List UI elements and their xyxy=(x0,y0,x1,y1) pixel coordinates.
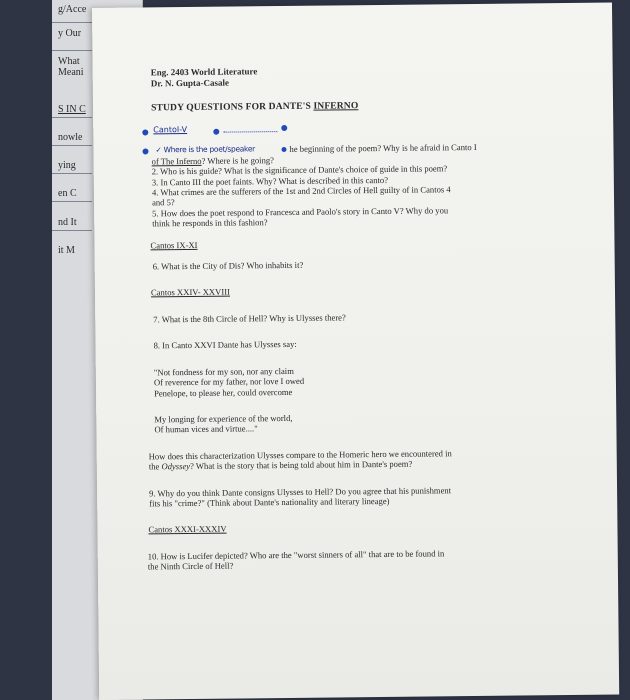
poem-line: "Not fondness for my son, nor any claim xyxy=(153,365,294,378)
question-9-line2: fits his "crime?" (Think about Dante's nationality and literary lineage) xyxy=(149,495,390,509)
question-6: 6. What is the City of Dis? Who inhabits it? xyxy=(152,259,304,272)
paper-edge xyxy=(52,22,92,23)
poem-line: Of human vices and virtue...." xyxy=(154,423,258,435)
study-sheet xyxy=(92,3,619,700)
scribbled-text: ✓ Where is the poet/speaker xyxy=(155,144,255,155)
course-line: Eng. 2403 World Literature xyxy=(150,66,258,78)
question-5-line2: think he responds in this fashion? xyxy=(152,217,268,229)
background-tab-text: S IN C xyxy=(58,104,86,115)
section-heading: Cantos XXIV- XXVIII xyxy=(150,287,230,298)
question-7: 7. What is the 8th Circle of Hell? Why is Ulysses there? xyxy=(153,312,346,325)
paper-edge xyxy=(52,117,92,118)
background-tab-text: y Our xyxy=(58,28,82,39)
question-2: 2. Who is his guide? What is the significance of Dante's choice of guide in this poem? xyxy=(151,163,448,177)
dotted-line xyxy=(223,131,277,134)
poem-line: Of reverence for my father, nor love I owed xyxy=(153,375,305,388)
bullet-dot-icon xyxy=(142,149,148,155)
title-prefix: STUDY QUESTIONS FOR DANTE'S xyxy=(150,100,314,114)
work-title: of The Inferno xyxy=(151,155,202,167)
paper-edge xyxy=(52,50,92,51)
question-4-line2: and 5? xyxy=(151,197,175,208)
question-8: 8. In Canto XXVI Dante has Ulysses say: xyxy=(153,339,297,351)
question-5-line1: 5. How does the poet respond to Francesca and Paolo's story in Canto V? Why do you xyxy=(152,205,449,219)
paper-edge xyxy=(52,145,92,146)
question-text: ? Where is he going? xyxy=(201,154,274,166)
bullet-dot-icon xyxy=(281,147,286,152)
bullet-dot-icon xyxy=(213,129,219,135)
page-title xyxy=(151,99,596,114)
question-4-line1: 4. What crimes are the sufferers of the 1st and 2nd Circles of Hell guilty of in Cantos 4 xyxy=(151,184,451,198)
followup-line1: How does this characterization Ulysses compare to the Homeric hero we encountered in xyxy=(148,447,452,462)
background-tab-text: nd It xyxy=(58,217,77,228)
work-title: Odyssey xyxy=(161,461,191,472)
poem-stanza-1 xyxy=(154,362,599,398)
question-10-line2: the Ninth Circle of Hell? xyxy=(147,560,234,572)
handwritten-label: CantoI-V xyxy=(153,125,188,135)
handwritten-annotation xyxy=(151,119,596,144)
poem-line: Penelope, to please her, could overcome xyxy=(153,386,293,398)
paper-edge xyxy=(52,230,92,231)
poem-line: My longing for experience of the world, xyxy=(154,412,293,425)
paper-edge xyxy=(52,173,92,174)
background-tab-text: ying xyxy=(58,160,76,171)
question-1-line1: he beginning of the poem? Why is he afraid in Canto I xyxy=(289,142,477,155)
section-heading: Cantos IX-XI xyxy=(150,239,198,251)
paper-edge xyxy=(52,201,92,202)
bullet-dot-icon xyxy=(281,125,287,131)
title-emphasis: INFERNO xyxy=(313,100,359,112)
background-tab-text: g/Acce xyxy=(58,4,87,15)
section-heading: Cantos XXXI-XXXIV xyxy=(148,523,227,535)
background-tab-text: What xyxy=(58,56,80,67)
question-9-line1: 9. Why do you think Dante consigns Ulysses to Hell? Do you agree that his punishment xyxy=(149,484,452,498)
background-tab-text: Meani xyxy=(58,67,84,78)
background-tab-text: en C xyxy=(58,188,77,199)
question-text: ? What is the story that is being told about him in Dante's poem? xyxy=(190,458,413,472)
background-tab-text: it M xyxy=(58,245,75,256)
question-text: the xyxy=(148,461,162,472)
bullet-dot-icon xyxy=(142,130,148,136)
question-10-line1: 10. How is Lucifer depicted? Who are the "worst sinners of all" that are to be found in xyxy=(147,548,445,562)
sheet-content xyxy=(147,63,601,572)
question-3: 3. In Canto III the poet faints. Why? What is described in this canto? xyxy=(151,174,389,188)
background-tab-text: nowle xyxy=(58,132,83,143)
instructor-line: Dr. N. Gupta-Casale xyxy=(150,77,230,89)
